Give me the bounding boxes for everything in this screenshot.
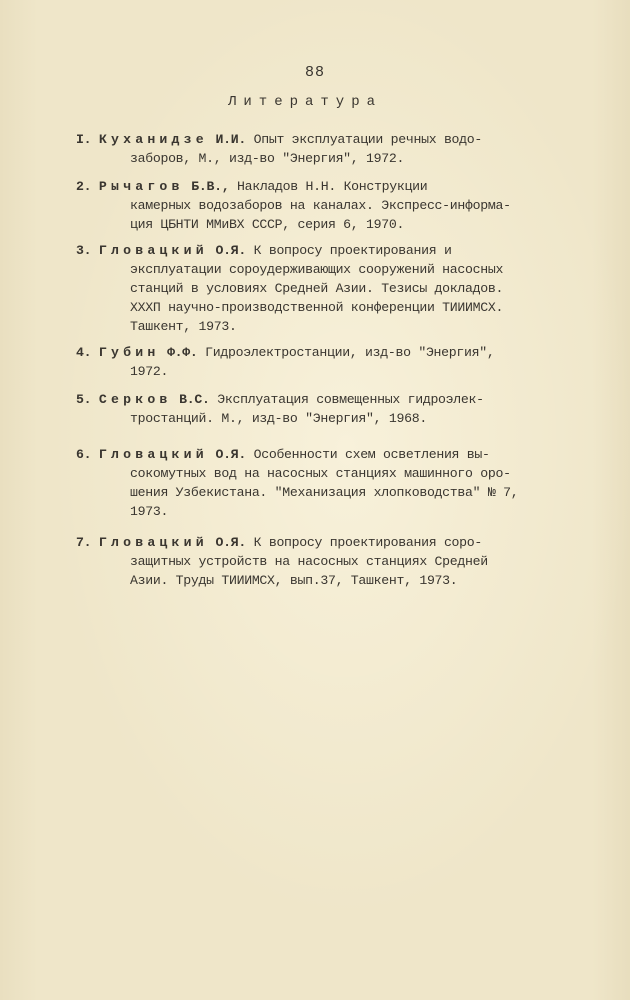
reference-text: К вопросу проектирования и <box>245 243 452 258</box>
reference-initials: О.Я. <box>215 447 246 462</box>
reference-text: К вопросу проектирования соро- <box>245 535 483 550</box>
reference-item <box>76 533 546 590</box>
reference-author: Губин <box>98 345 160 360</box>
reference-line: шения Узбекистана. "Механизация хлопководства" № 7, <box>130 485 519 500</box>
reference-item <box>76 343 546 381</box>
reference-line <box>76 130 546 149</box>
reference-line: защитных устройств на насосных станциях Средней <box>130 554 488 569</box>
reference-author: Гловацкий <box>98 243 208 258</box>
reference-item <box>76 445 546 521</box>
reference-line: заборов, М., изд-во "Энергия", 1972. <box>130 151 405 166</box>
page-number: 88 <box>304 64 325 81</box>
reference-line <box>76 390 546 409</box>
reference-number: 3. <box>76 243 92 258</box>
reference-text: Эксплуатация совмещенных гидроэлек- <box>209 392 484 407</box>
page-title: Литература <box>227 94 382 110</box>
reference-number: 4. <box>76 345 92 360</box>
reference-text: Накладов Н.Н. Конструкции <box>229 179 428 194</box>
reference-author: Рычагов <box>98 179 184 194</box>
reference-line: сокомутных вод на насосных станциях машинного оро- <box>130 466 511 481</box>
reference-item <box>76 177 546 234</box>
reference-line: тростанций. М., изд-во "Энергия", 1968. <box>130 411 427 426</box>
reference-line: Ташкент, 1973. <box>130 319 237 334</box>
reference-text: Особенности схем осветления вы- <box>245 447 490 462</box>
reference-number: 7. <box>76 535 92 550</box>
reference-line <box>76 533 546 552</box>
reference-initials: О.Я. <box>215 535 246 550</box>
reference-number: 6. <box>76 447 92 462</box>
reference-line <box>76 177 546 196</box>
reference-item <box>76 130 546 168</box>
reference-line <box>76 241 546 260</box>
reference-line: Азии. Труды ТИИИМСХ, вып.37, Ташкент, 1973. <box>130 573 458 588</box>
reference-line: XXXП научно-производственной конференции ТИИИМСХ. <box>130 300 504 315</box>
reference-line: 1972. <box>130 364 169 379</box>
reference-initials: О.Я. <box>215 243 246 258</box>
reference-list <box>76 130 546 599</box>
reference-initials: В.С. <box>179 392 210 407</box>
reference-text: Опыт эксплуатации речных водо- <box>245 132 483 147</box>
reference-number: I. <box>76 132 92 147</box>
reference-line <box>76 445 546 464</box>
reference-number: 5. <box>76 392 92 407</box>
reference-line: 1973. <box>130 504 169 519</box>
reference-author: Куханидзе <box>98 132 208 147</box>
reference-initials: И.И. <box>215 132 246 147</box>
reference-line: станций в условиях Средней Азии. Тезисы докладов. <box>130 281 504 296</box>
reference-line <box>76 343 546 362</box>
reference-author: Гловацкий <box>98 447 208 462</box>
reference-line: ция ЦБНТИ ММиВХ СССР, серия 6, 1970. <box>130 217 405 232</box>
reference-line: эксплуатации сороудерживающих сооружений насосных <box>130 262 504 277</box>
reference-initials: Б.В., <box>191 179 230 194</box>
reference-item <box>76 390 546 428</box>
reference-author: Гловацкий <box>98 535 208 550</box>
reference-number: 2. <box>76 179 92 194</box>
reference-author: Серков <box>98 392 172 407</box>
reference-item <box>76 241 546 336</box>
reference-text: Гидроэлектростанции, изд-во "Энергия", <box>197 345 495 360</box>
reference-line: камерных водозаборов на каналах. Экспресс-информа- <box>130 198 511 213</box>
reference-initials: Ф.Ф. <box>167 345 198 360</box>
